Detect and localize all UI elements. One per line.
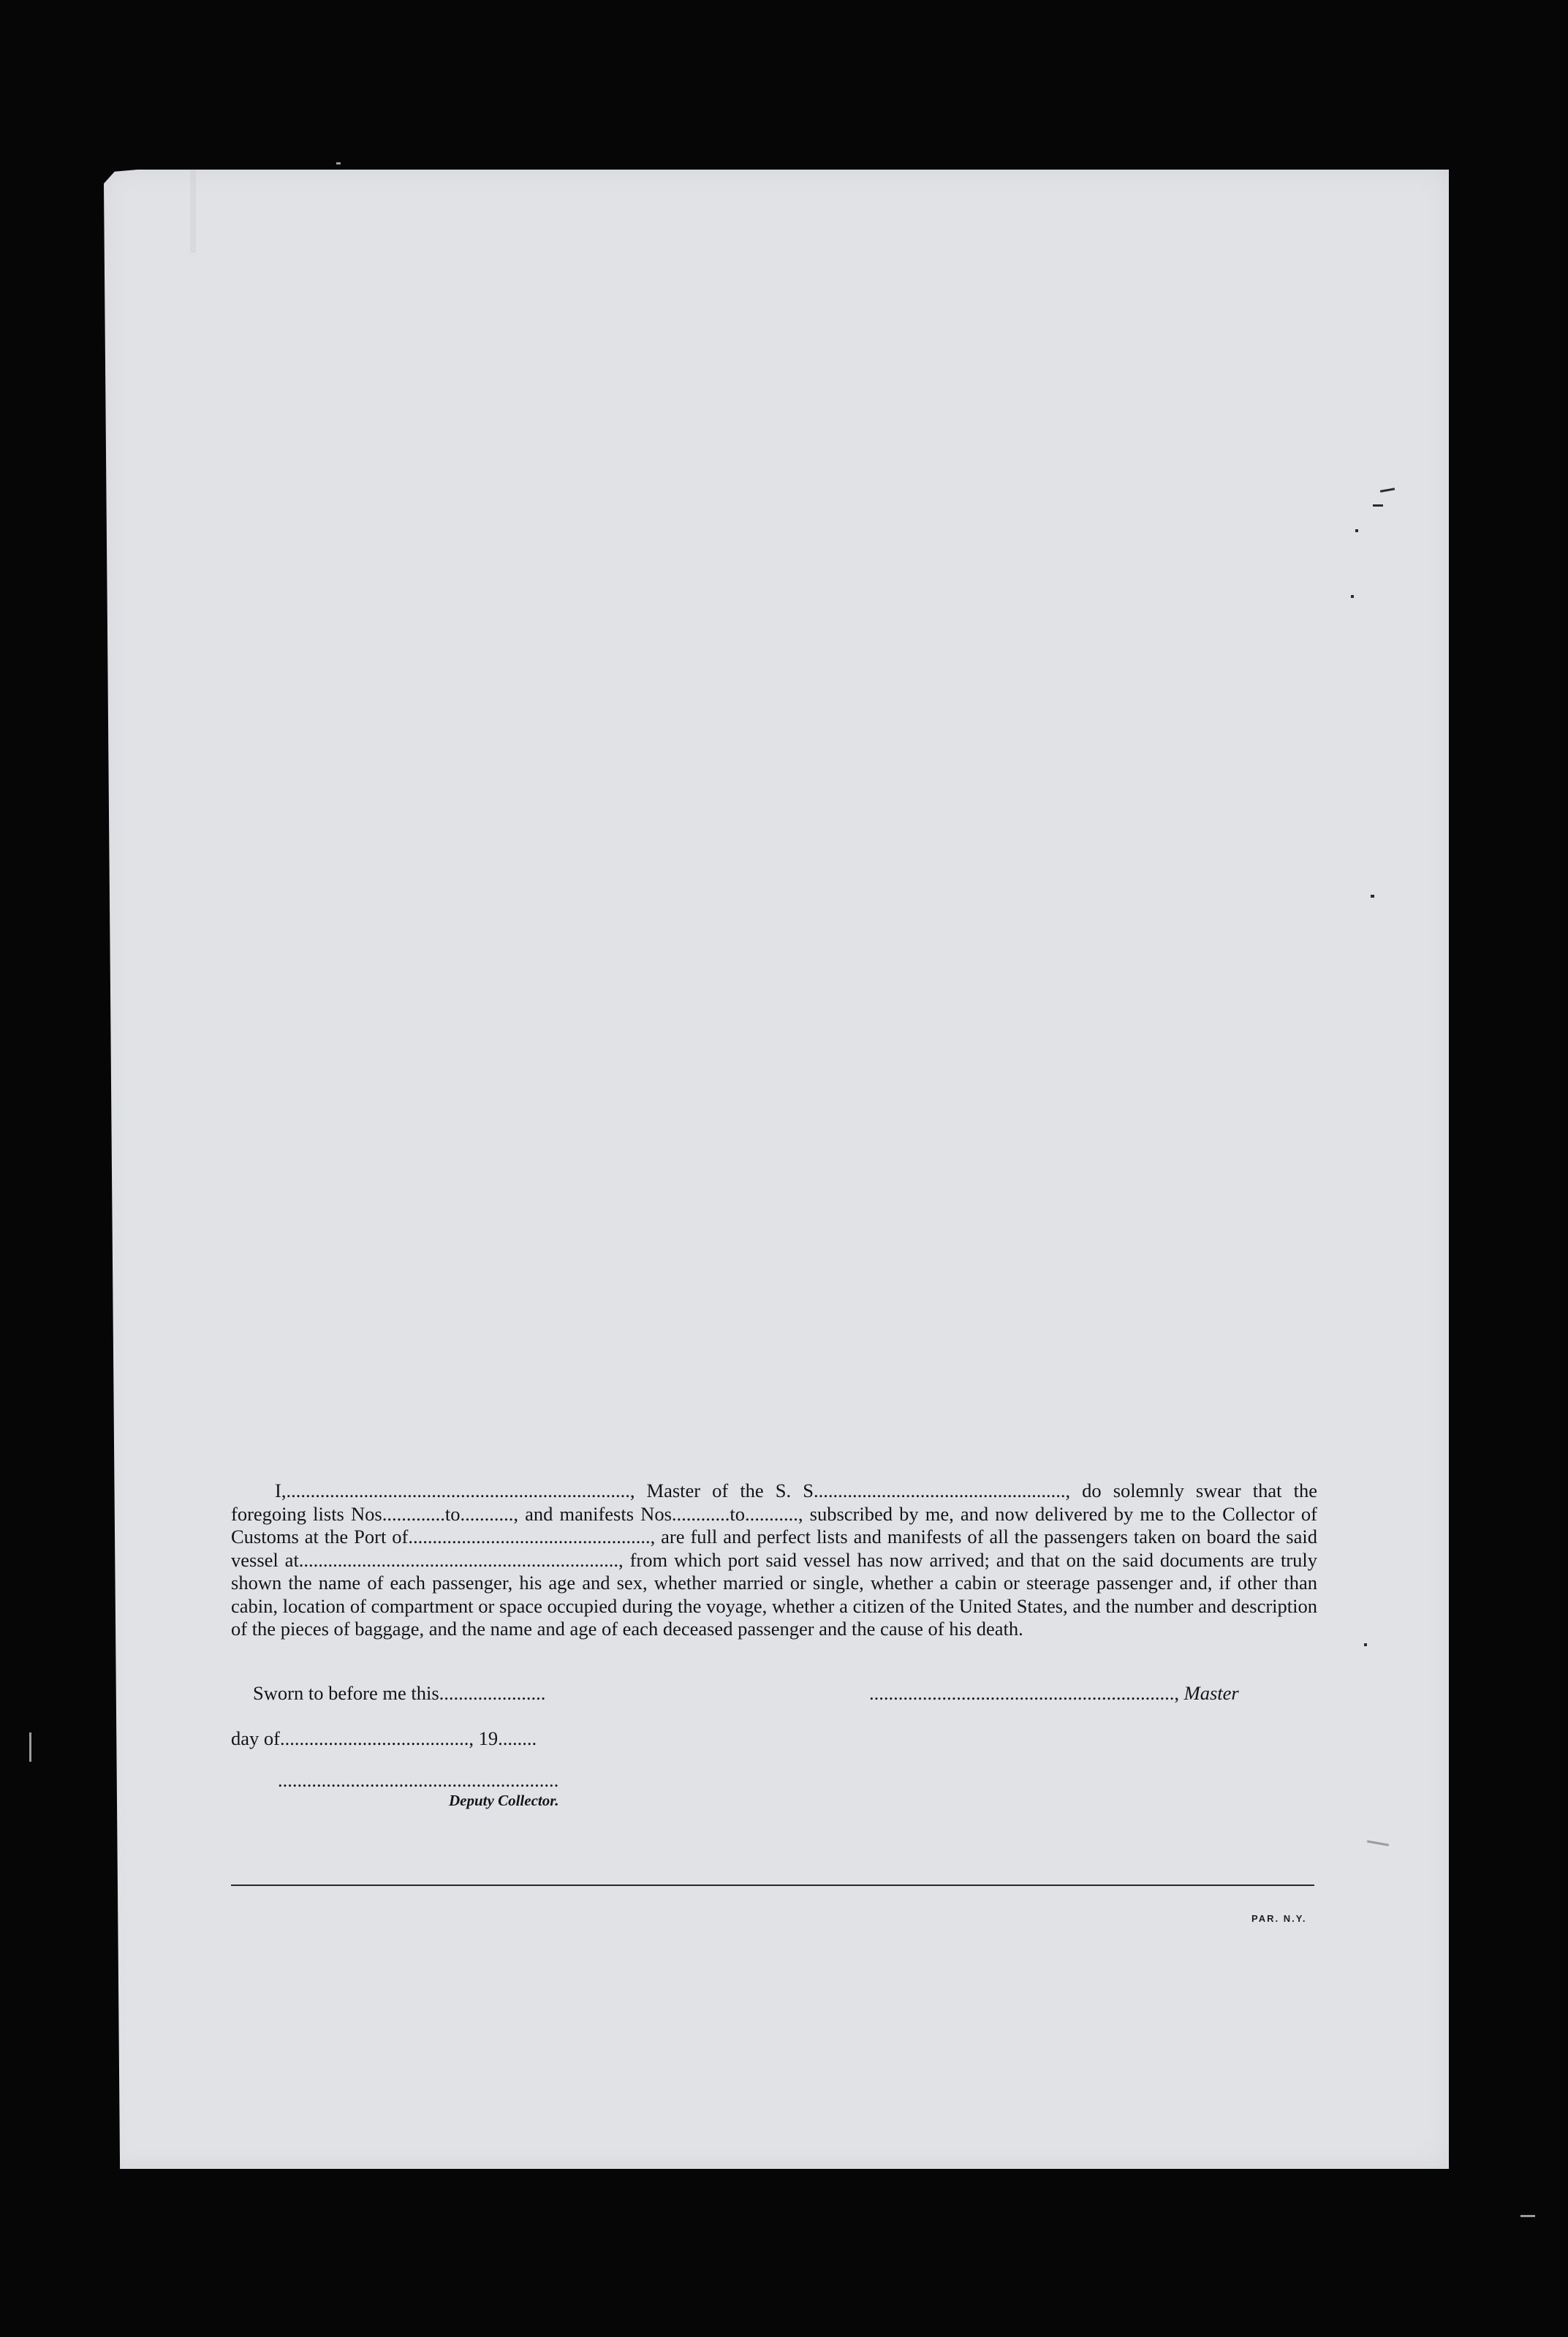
deputy-collector-label: Deputy Collector. [449,1792,559,1809]
printer-mark: PAR. N.Y. [1251,1913,1307,1924]
scan-speck [29,1732,31,1762]
scan-speck [1364,1643,1367,1646]
scan-speck [1373,504,1383,507]
day-of-line: day of......................................., 19........ [231,1727,537,1749]
scan-speck [1371,895,1374,898]
deputy-signature-dots: .......................................................... [278,1769,559,1791]
master-label: Master [1183,1682,1239,1704]
scan-speck [1351,595,1354,598]
master-signature-dots: ..............................................................., [869,1682,1179,1704]
scan-speck [1355,529,1358,532]
oath-paragraph: I,......................................................................., Master of the S. S...................................................., do solemnly swear that the foregoing lists Nos.............to..........., and manifests Nos............to..........., subscribed by me, and now delivered by me to the Collector of Customs at the Port of.................................................., are full and perfect lists and manifests of all the passengers taken on board the said vessel at.................................................................., from which port said vessel has now arrived; and that on the said documents are truly shown the name of each passenger, his age and sex, whether married or single, whether a cabin or steerage passenger and, if other than cabin, location of compartment or space occupied during the voyage, whether a citizen of the United States, and the number and description of the pieces of baggage, and the name and age of each deceased passenger and the cause of his death. [231,1480,1317,1640]
faint-bleed-through-mark [190,165,262,253]
sworn-before-line: Sworn to before me this...................... [253,1682,546,1704]
master-signature-line [869,1682,1239,1705]
footer-rule [231,1885,1314,1886]
scan-speck [1520,2215,1535,2217]
document-sheet [104,170,1449,2169]
scan-speck [336,162,341,164]
